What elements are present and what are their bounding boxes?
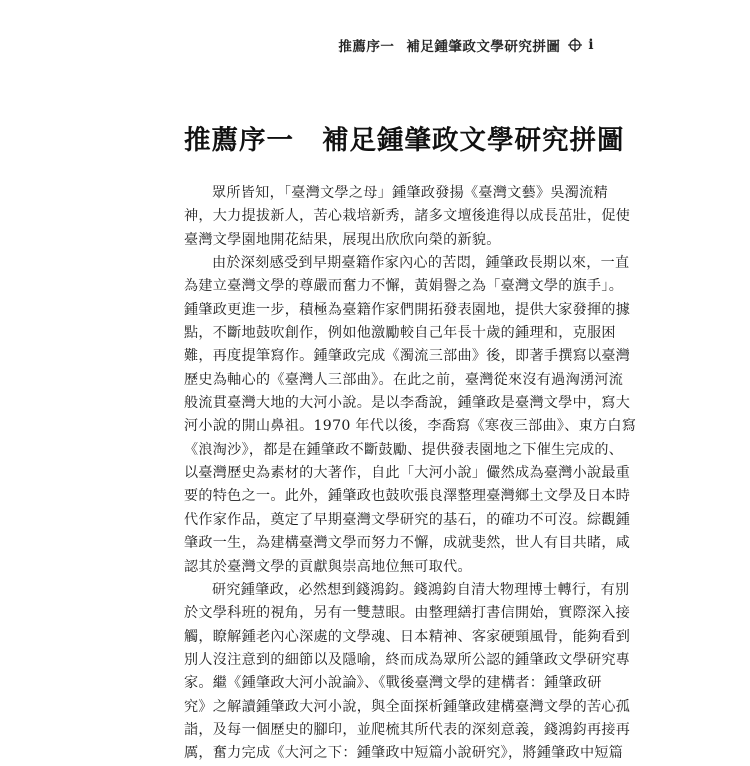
text-line: 點，不斷地鼓吹創作，例如他激勵較自己年長十歲的鍾理和，克服困 [184, 325, 616, 342]
text-line: 以臺灣歷史為素材的大著作，自此「大河小說」儼然成為臺灣小說最重 [184, 465, 631, 482]
text-line: 究》之解讀鍾肇政大河小說，與全面探析鍾肇政建構臺灣文學的苦心孤 [184, 698, 631, 715]
text-line: 觸，瞭解鍾老內心深處的文學魂、日本精神、客家硬頸風骨，能夠看到 [184, 628, 631, 645]
body-text [184, 182, 637, 766]
text-line: 認其於臺灣文學的貢獻與崇高地位無可取代。 [184, 558, 472, 575]
page-title-main: 補足鍾肇政文學研究拼圖 [322, 125, 625, 156]
text-line: 難，再度提筆寫作。鍾肇政完成《濁流三部曲》後，即著手撰寫以臺灣 [184, 348, 631, 365]
text-line: 鍾肇政更進一步，積極為臺籍作家們開拓發表園地，提供大家發揮的據 [184, 301, 631, 318]
text-line: 般流貫臺灣大地的大河小說。是以李喬說，鍾肇政是臺灣文學中，寫大 [184, 395, 631, 412]
text-line: 歷史為軸心的《臺灣人三部曲》。在此之前，臺灣從來沒有過洶湧河流 [184, 371, 624, 388]
text-line: 河小說的開山鼻祖。1970 年代以後，李喬寫《寒夜三部曲》、東方白寫 [184, 418, 637, 435]
text-line: 《浪淘沙》，都是在鍾肇政不斷鼓勵、提供發表園地之下催生完成的、 [184, 441, 624, 458]
running-header-chapter-title: 補足鍾肇政文學研究拼圖 [406, 39, 561, 55]
text-line: 神，大力提拔新人，苦心栽培新秀，諸多文壇後進得以成長茁壯，促使 [184, 208, 631, 225]
text-line: 眾所皆知，「臺灣文學之母」鍾肇政發揚《臺灣文藝》吳濁流精 [212, 185, 608, 201]
page-title [184, 118, 625, 157]
text-line: 別人沒注意到的細節以及隱喻，終而成為眾所公認的鍾肇政文學研究專 [184, 651, 631, 668]
text-line: 詣，及每一個歷史的腳印，並爬梳其所代表的深刻意義，錢鴻鈞再接再 [184, 721, 631, 738]
text-line: 臺灣文學園地開花結果，展現出欣欣向榮的新貌。 [184, 231, 501, 248]
text-line: 厲，奮力完成《大河之下：鍾肇政中短篇小說研究》，將鍾肇政中短篇 [184, 745, 624, 762]
text-line: 為建立臺灣文學的尊嚴而奮力不懈，黃娟譽之為「臺灣文學的旗手」。 [184, 278, 624, 295]
page-title-section: 推薦序一 [184, 125, 294, 156]
text-line: 研究鍾肇政，必然想到錢鴻鈞。錢鴻鈞自清大物理博士轉行，有別 [212, 581, 630, 598]
text-line: 肇政一生，為建構臺灣文學而努力不懈，成就斐然，世人有目共睹，咸 [184, 535, 631, 552]
running-header [0, 34, 750, 56]
page-number: i [588, 37, 594, 53]
crosshair-circle-icon [568, 38, 582, 52]
running-header-section: 推薦序一 [338, 39, 395, 55]
text-line: 於文學科班的視角，另有一雙慧眼。由整理繕打書信開始，實際深入接 [184, 605, 631, 622]
text-line: 要的特色之一。此外，鍾肇政也鼓吹張良澤整理臺灣鄉土文學及日本時 [184, 488, 631, 505]
text-line: 家。繼《鍾肇政大河小說論》、《戰後臺灣文學的建構者：鍾肇政研 [184, 675, 602, 692]
text-line: 代作家作品，奠定了早期臺灣文學研究的基石，的確功不可沒。綜觀鍾 [184, 511, 631, 528]
text-line: 由於深刻感受到早期臺籍作家內心的苦悶，鍾肇政長期以來，一直 [212, 255, 630, 272]
